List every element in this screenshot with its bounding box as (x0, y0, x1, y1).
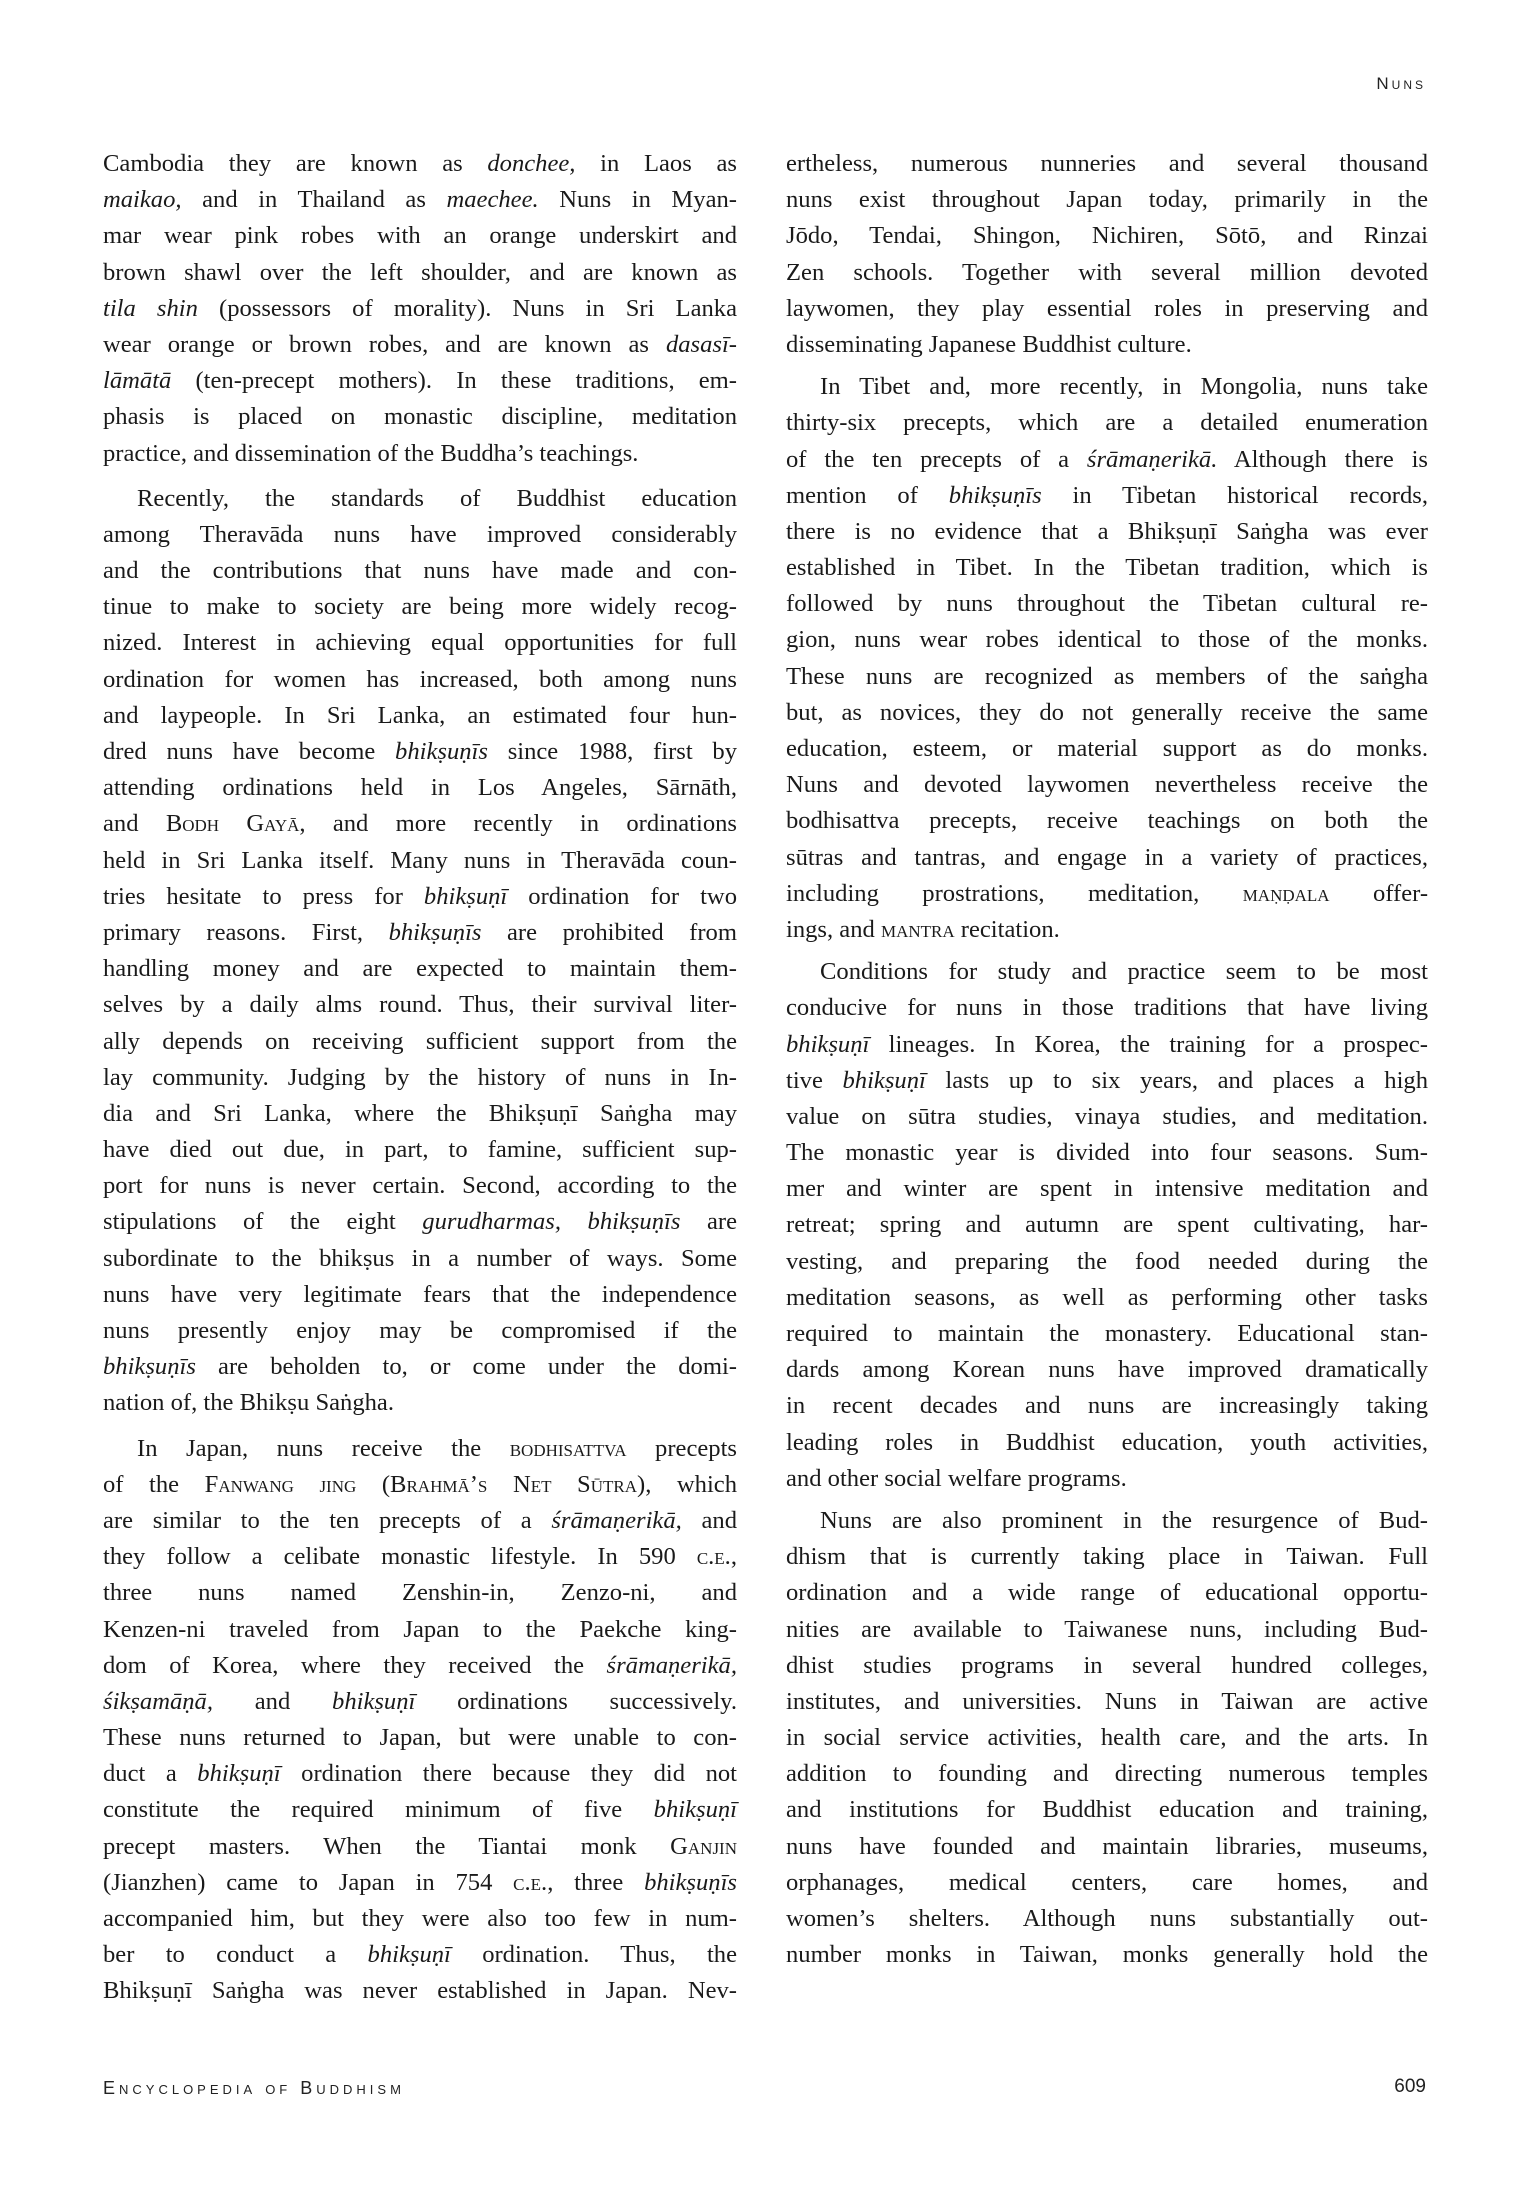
text-line (103, 436, 737, 472)
text-run: dhism that is currently taking place in Taiwan. Full (786, 1543, 1428, 1571)
text-run: tries hesitate to press for (103, 882, 424, 910)
text-line (103, 1720, 737, 1756)
text-line (786, 1135, 1428, 1171)
text-line (103, 1684, 737, 1720)
text-run: ordination for two (507, 882, 737, 910)
text-run: primary reasons. First, (103, 918, 389, 946)
text-line (786, 1901, 1428, 1937)
text-run: tinue to make to society are being more widely recog- (103, 593, 737, 621)
italic-term: bhikṣuṇīs (644, 1868, 737, 1896)
text-line (786, 1503, 1428, 1539)
text-line (786, 1244, 1428, 1280)
text-line (103, 363, 737, 399)
text-run: recitation. (954, 915, 1060, 943)
text-line (103, 255, 737, 291)
text-run: of the ten precepts of a (786, 445, 1087, 473)
paragraph (103, 481, 737, 1422)
text-line (103, 589, 737, 625)
text-run: disseminating Japanese Buddhist culture. (786, 330, 1192, 358)
text-line (103, 1612, 737, 1648)
text-run: have died out due, in part, to famine, sufficient sup- (103, 1136, 737, 1164)
text-line (103, 553, 737, 589)
text-line (786, 912, 1428, 948)
text-line (786, 327, 1428, 363)
italic-term: bhikṣuṇī (423, 882, 508, 910)
text-run: constitute the required minimum of five (103, 1796, 654, 1824)
text-run: ), which (637, 1470, 738, 1498)
text-run: dards among Korean nuns have improved dramatically (786, 1356, 1428, 1384)
paragraph (786, 146, 1428, 363)
italic-term: bhikṣuṇī (332, 1687, 416, 1715)
text-line (103, 399, 737, 435)
text-run: three nuns named Zenshin-in, Zenzo-ni, and (103, 1579, 737, 1607)
text-line (103, 1973, 737, 2009)
text-run: retreat; spring and autumn are spent cultivating, har- (786, 1211, 1428, 1239)
text-line (103, 1024, 737, 1060)
text-line (786, 146, 1428, 182)
left-column (103, 146, 737, 2010)
text-run: Bhikṣuṇī Saṅgha was never established in Japan. Nev- (103, 1977, 737, 2005)
text-run: (ten-precept mothers). In these traditions, em- (171, 367, 737, 395)
text-line (103, 1829, 737, 1865)
italic-term: bhikṣuṇīs (388, 918, 482, 946)
text-run: in Laos as (575, 150, 737, 177)
text-line (103, 915, 737, 951)
cross-reference: c.e. (513, 1868, 548, 1896)
text-line (103, 625, 737, 661)
text-run: number monks in Taiwan, monks generally hold the (786, 1941, 1428, 1969)
text-run: in Tibetan historical records, (1041, 481, 1428, 509)
text-run: bodhisattva precepts, receive teachings on both the (786, 807, 1428, 835)
italic-term: lāmātā (103, 367, 172, 395)
text-run: institutes, and universities. Nuns in Taiwan are active (786, 1687, 1428, 1715)
text-run: lay community. Judging by the history of nuns in In- (103, 1063, 737, 1091)
text-run: Conditions for study and practice seem to be most (820, 958, 1428, 986)
text-run: conducive for nuns in those traditions that have living (786, 994, 1428, 1022)
text-line (786, 695, 1428, 731)
text-line (786, 767, 1428, 803)
italic-term: donchee, (487, 150, 576, 177)
text-line (103, 734, 737, 770)
text-run: offer- (1329, 879, 1429, 907)
text-line (786, 840, 1428, 876)
text-run: and the contributions that nuns have made and con- (103, 557, 737, 585)
text-line (786, 731, 1428, 767)
text-run: are similar to the ten precepts of a (103, 1506, 552, 1534)
text-line (103, 1385, 737, 1421)
text-line (103, 182, 737, 218)
text-line (786, 1280, 1428, 1316)
text-run: are beholden to, or come under the domi- (195, 1353, 737, 1381)
text-line (786, 1027, 1428, 1063)
text-line (103, 806, 737, 842)
text-run: ordination and a wide range of educational opportu- (786, 1579, 1428, 1607)
text-run: tive (786, 1066, 843, 1094)
text-line (786, 218, 1428, 254)
text-run: phasis is placed on monastic discipline, meditation (103, 403, 737, 431)
text-line (786, 622, 1428, 658)
text-run: nities are available to Taiwanese nuns, including Bud- (786, 1615, 1428, 1643)
text-run: nuns have very legitimate fears that the independence (103, 1280, 737, 1308)
text-line (103, 1865, 737, 1901)
text-run: thirty-six precepts, which are a detailed enumeration (786, 409, 1428, 437)
text-line (103, 1132, 737, 1168)
text-line (103, 879, 737, 915)
italic-term: śrāmaṇerikā, (606, 1651, 737, 1679)
text-line (786, 442, 1428, 478)
text-run: Jōdo, Tendai, Shingon, Nichiren, Sōtō, and Rinzai (786, 222, 1428, 250)
text-line (103, 1168, 737, 1204)
text-run: of the (103, 1470, 205, 1498)
italic-term: bhikṣuṇīs (103, 1353, 196, 1381)
text-run: nuns have founded and maintain libraries, museums, (786, 1832, 1428, 1860)
text-run: ordination for women has increased, both among nuns (103, 665, 737, 693)
footer-book-title: Encyclopedia of Buddhism (103, 2078, 405, 2098)
text-line (786, 954, 1428, 990)
text-line (103, 770, 737, 806)
text-line (103, 662, 737, 698)
page-number: 609 (1394, 2076, 1426, 2097)
text-line (786, 1316, 1428, 1352)
text-line (103, 1503, 737, 1539)
text-line (786, 659, 1428, 695)
text-run: dia and Sri Lanka, where the Bhikṣuṇī Saṅgha may (103, 1099, 737, 1127)
text-line (786, 550, 1428, 586)
text-run: required to maintain the monastery. Educational stan- (786, 1320, 1428, 1347)
text-line (786, 1720, 1428, 1756)
text-run: and (681, 1506, 737, 1534)
text-run: and other social welfare programs. (786, 1464, 1127, 1492)
text-line (786, 1539, 1428, 1575)
cross-reference: Fanwang jing (204, 1470, 357, 1498)
text-run: , (730, 1543, 737, 1571)
text-run: nuns presently enjoy may be compromised if the (103, 1317, 737, 1344)
text-run: mer and winter are spent in intensive meditation and (786, 1175, 1428, 1203)
text-run: value on sūtra studies, vinaya studies, and meditation. (786, 1102, 1428, 1130)
paragraph (786, 369, 1428, 948)
text-line (103, 1539, 737, 1575)
text-run: ( (356, 1470, 391, 1498)
text-run: accompanied him, but they were also too few in num- (103, 1905, 737, 1932)
cross-reference: Ganjin (670, 1832, 737, 1860)
text-line (786, 1865, 1428, 1901)
text-line (786, 803, 1428, 839)
text-line (786, 1756, 1428, 1792)
text-run: among Theravāda nuns have improved considerably (103, 520, 737, 548)
text-run: laywomen, they play essential roles in preserving and (786, 294, 1428, 322)
text-line (103, 1575, 737, 1611)
italic-term: tila shin (103, 294, 198, 322)
text-line (103, 843, 737, 879)
cross-reference: maṇḍala (1242, 879, 1330, 907)
text-run: lasts up to six years, and places a high (925, 1066, 1428, 1094)
text-run: subordinate to the bhikṣus in a number of ways. Some (103, 1244, 737, 1272)
text-run: ordinations successively. (415, 1687, 737, 1715)
italic-term: maikao, (103, 186, 182, 214)
cross-reference: bodhisattva (509, 1434, 627, 1462)
text-run: and laypeople. In Sri Lanka, an estimated four hun- (103, 701, 737, 729)
text-run: precept masters. When the Tiantai monk (103, 1832, 671, 1860)
text-line (786, 1829, 1428, 1865)
text-run: but, as novices, they do not generally receive the same (786, 698, 1428, 726)
text-line (786, 1388, 1428, 1424)
cross-reference: c.e. (696, 1543, 731, 1571)
text-line (103, 218, 737, 254)
text-run: (possessors of morality). Nuns in Sri Lanka (197, 294, 737, 322)
text-line (786, 1425, 1428, 1461)
text-line (103, 1241, 737, 1277)
italic-term: bhikṣuṇī (842, 1066, 926, 1094)
text-run: sūtras and tantras, and engage in a variety of practices, (786, 843, 1428, 871)
cross-reference: Bodh Gayā (165, 810, 300, 838)
text-run: ordination. Thus, the (450, 1941, 737, 1969)
text-run: , and more recently in ordinations (299, 810, 737, 838)
text-line (786, 1792, 1428, 1828)
text-line (103, 1060, 737, 1096)
text-run: held in Sri Lanka itself. Many nuns in Theravāda coun- (103, 846, 737, 874)
text-line (786, 1099, 1428, 1135)
text-run: including prostrations, meditation, (786, 879, 1243, 907)
italic-term: maechee. (446, 186, 539, 214)
text-run: nation of, the Bhikṣu Saṅgha. (103, 1389, 394, 1417)
text-run: followed by nuns throughout the Tibetan cultural re- (786, 590, 1428, 618)
text-run: (Jianzhen) came to Japan in 754 (103, 1868, 514, 1896)
text-run: Nuns are also prominent in the resurgence of Bud- (820, 1506, 1428, 1534)
text-line (103, 1096, 737, 1132)
text-line (786, 405, 1428, 441)
italic-term: bhikṣuṇī (367, 1941, 451, 1969)
text-run: ordination there because they did not (280, 1760, 737, 1788)
text-run: they follow a celibate monastic lifestyle. In 590 (103, 1543, 697, 1571)
italic-term: dasasī- (665, 330, 737, 358)
text-run: and (103, 810, 166, 838)
text-line (786, 1937, 1428, 1973)
text-run: These nuns returned to Japan, but were unable to con- (103, 1724, 737, 1752)
cross-reference: mantra (880, 915, 955, 943)
text-run: ally depends on receiving sufficient support from the (103, 1027, 737, 1055)
text-line (103, 1756, 737, 1792)
text-run: In Tibet and, more recently, in Mongolia, nuns take (820, 373, 1428, 401)
text-run: are prohibited from (481, 918, 737, 946)
text-run: ings, and (786, 915, 881, 943)
text-line (103, 327, 737, 363)
text-run: attending ordinations held in Los Angeles, Sārnāth, (103, 774, 737, 802)
text-run: Recently, the standards of Buddhist education (137, 484, 737, 512)
text-line (786, 1575, 1428, 1611)
text-line (103, 698, 737, 734)
italic-term: śrāmaṇerikā. (1086, 445, 1218, 473)
text-line (786, 1063, 1428, 1099)
text-run: practice, and dissemination of the Buddha’s teachings. (103, 439, 639, 467)
text-line (786, 1352, 1428, 1388)
text-run: women’s shelters. Although nuns substantially out- (786, 1905, 1428, 1932)
text-line (103, 1204, 737, 1240)
text-run: , three (547, 1868, 645, 1896)
text-run: education, esteem, or material support as do monks. (786, 735, 1428, 762)
text-line (103, 951, 737, 987)
text-line (786, 255, 1428, 291)
text-line (103, 1277, 737, 1313)
text-line (786, 182, 1428, 218)
text-run: in social service activities, health care, and the arts. In (786, 1724, 1428, 1752)
text-line (103, 291, 737, 327)
text-line (786, 478, 1428, 514)
text-run: in recent decades and nuns are increasingly taking (786, 1392, 1428, 1420)
text-run: handling money and are expected to maintain them- (103, 955, 737, 983)
text-run: lineages. In Korea, the training for a prospec- (869, 1030, 1428, 1058)
text-run: brown shawl over the left shoulder, and are known as (103, 258, 737, 286)
text-run: addition to founding and directing numerous temples (786, 1760, 1428, 1788)
text-run: dhist studies programs in several hundred colleges, (786, 1651, 1428, 1679)
text-line (786, 514, 1428, 550)
text-line (103, 481, 737, 517)
text-line (786, 990, 1428, 1026)
text-run: and (213, 1687, 333, 1715)
text-run: ertheless, numerous nunneries and several thousand (786, 150, 1428, 177)
italic-term: śikṣamāṇā, (103, 1687, 213, 1715)
text-line (786, 1648, 1428, 1684)
text-line (103, 1648, 737, 1684)
text-run: leading roles in Buddhist education, youth activities, (786, 1428, 1428, 1456)
text-run: mar wear pink robes with an orange underskirt and (103, 222, 737, 250)
paragraph (103, 1431, 737, 2010)
text-run: since 1988, first by (487, 738, 737, 765)
text-line (786, 1207, 1428, 1243)
text-run: These nuns are recognized as members of the saṅgha (786, 662, 1428, 690)
text-run: established in Tibet. In the Tibetan tradition, which is (786, 554, 1428, 582)
text-run: are (680, 1208, 737, 1236)
text-line (103, 1901, 737, 1937)
text-run: mention of (786, 481, 949, 509)
text-run: Although there is (1217, 445, 1428, 473)
text-line (103, 1431, 737, 1467)
text-run: and institutions for Buddhist education and training, (786, 1796, 1428, 1824)
text-run: Nuns and devoted laywomen nevertheless receive the (786, 771, 1428, 799)
text-line (786, 1461, 1428, 1497)
text-run: meditation seasons, as well as performing other tasks (786, 1283, 1428, 1311)
text-run: In Japan, nuns receive the (137, 1434, 510, 1462)
text-run: wear orange or brown robes, and are known as (103, 330, 666, 358)
text-run: Kenzen-ni traveled from Japan to the Paekche king- (103, 1615, 737, 1643)
running-head: Nuns (1376, 74, 1426, 93)
text-run: nuns exist throughout Japan today, primarily in the (786, 186, 1428, 214)
text-line (103, 1467, 737, 1503)
italic-term: bhikṣuṇīs (948, 481, 1042, 509)
text-line (103, 1349, 737, 1385)
text-line (103, 1937, 737, 1973)
text-run: dred nuns have become (103, 738, 396, 765)
text-line (103, 517, 737, 553)
text-line (103, 1792, 737, 1828)
paragraph (786, 1503, 1428, 1973)
text-run: selves by a daily alms round. Thus, their survival liter- (103, 991, 737, 1019)
text-run: orphanages, medical centers, care homes, and (786, 1868, 1428, 1896)
text-run: stipulations of the eight (103, 1208, 423, 1236)
text-line (786, 586, 1428, 622)
italic-term: bhikṣuṇī (653, 1796, 737, 1824)
text-run: ber to conduct a (103, 1941, 368, 1969)
italic-term: bhikṣuṇīs (395, 738, 488, 765)
italic-term: śrāmaṇerikā, (551, 1506, 682, 1534)
text-run: nized. Interest in achieving equal opportunities for full (103, 629, 737, 657)
text-run: port for nuns is never certain. Second, according to the (103, 1172, 737, 1200)
text-run: dom of Korea, where they received the (103, 1651, 607, 1679)
text-line (786, 369, 1428, 405)
text-line (786, 1171, 1428, 1207)
cross-reference: Brahmā’s Net Sūtra (390, 1470, 637, 1498)
text-run: vesting, and preparing the food needed during the (786, 1247, 1428, 1275)
text-run: precepts (626, 1434, 737, 1462)
right-column (786, 146, 1428, 1973)
text-line (103, 146, 737, 182)
text-line (786, 1612, 1428, 1648)
text-line (786, 291, 1428, 327)
italic-term: bhikṣuṇī (786, 1030, 870, 1058)
paragraph (103, 146, 737, 472)
text-run: duct a (103, 1760, 198, 1788)
text-line (103, 1313, 737, 1349)
text-line (786, 876, 1428, 912)
paragraph (786, 954, 1428, 1497)
text-run: and in Thailand as (181, 186, 447, 214)
text-run: Nuns in Myan- (538, 186, 737, 214)
text-line (786, 1684, 1428, 1720)
italic-term: bhikṣuṇī (197, 1760, 281, 1788)
text-run: there is no evidence that a Bhikṣuṇī Saṅgha was ever (786, 517, 1428, 545)
text-run: gion, nuns wear robes identical to those of the monks. (786, 626, 1428, 654)
italic-term: gurudharmas, bhikṣuṇīs (422, 1208, 681, 1236)
text-run: Cambodia they are known as (103, 150, 488, 177)
text-line (103, 987, 737, 1023)
text-run: Zen schools. Together with several million devoted (786, 258, 1428, 286)
text-run: The monastic year is divided into four seasons. Sum- (786, 1139, 1428, 1167)
